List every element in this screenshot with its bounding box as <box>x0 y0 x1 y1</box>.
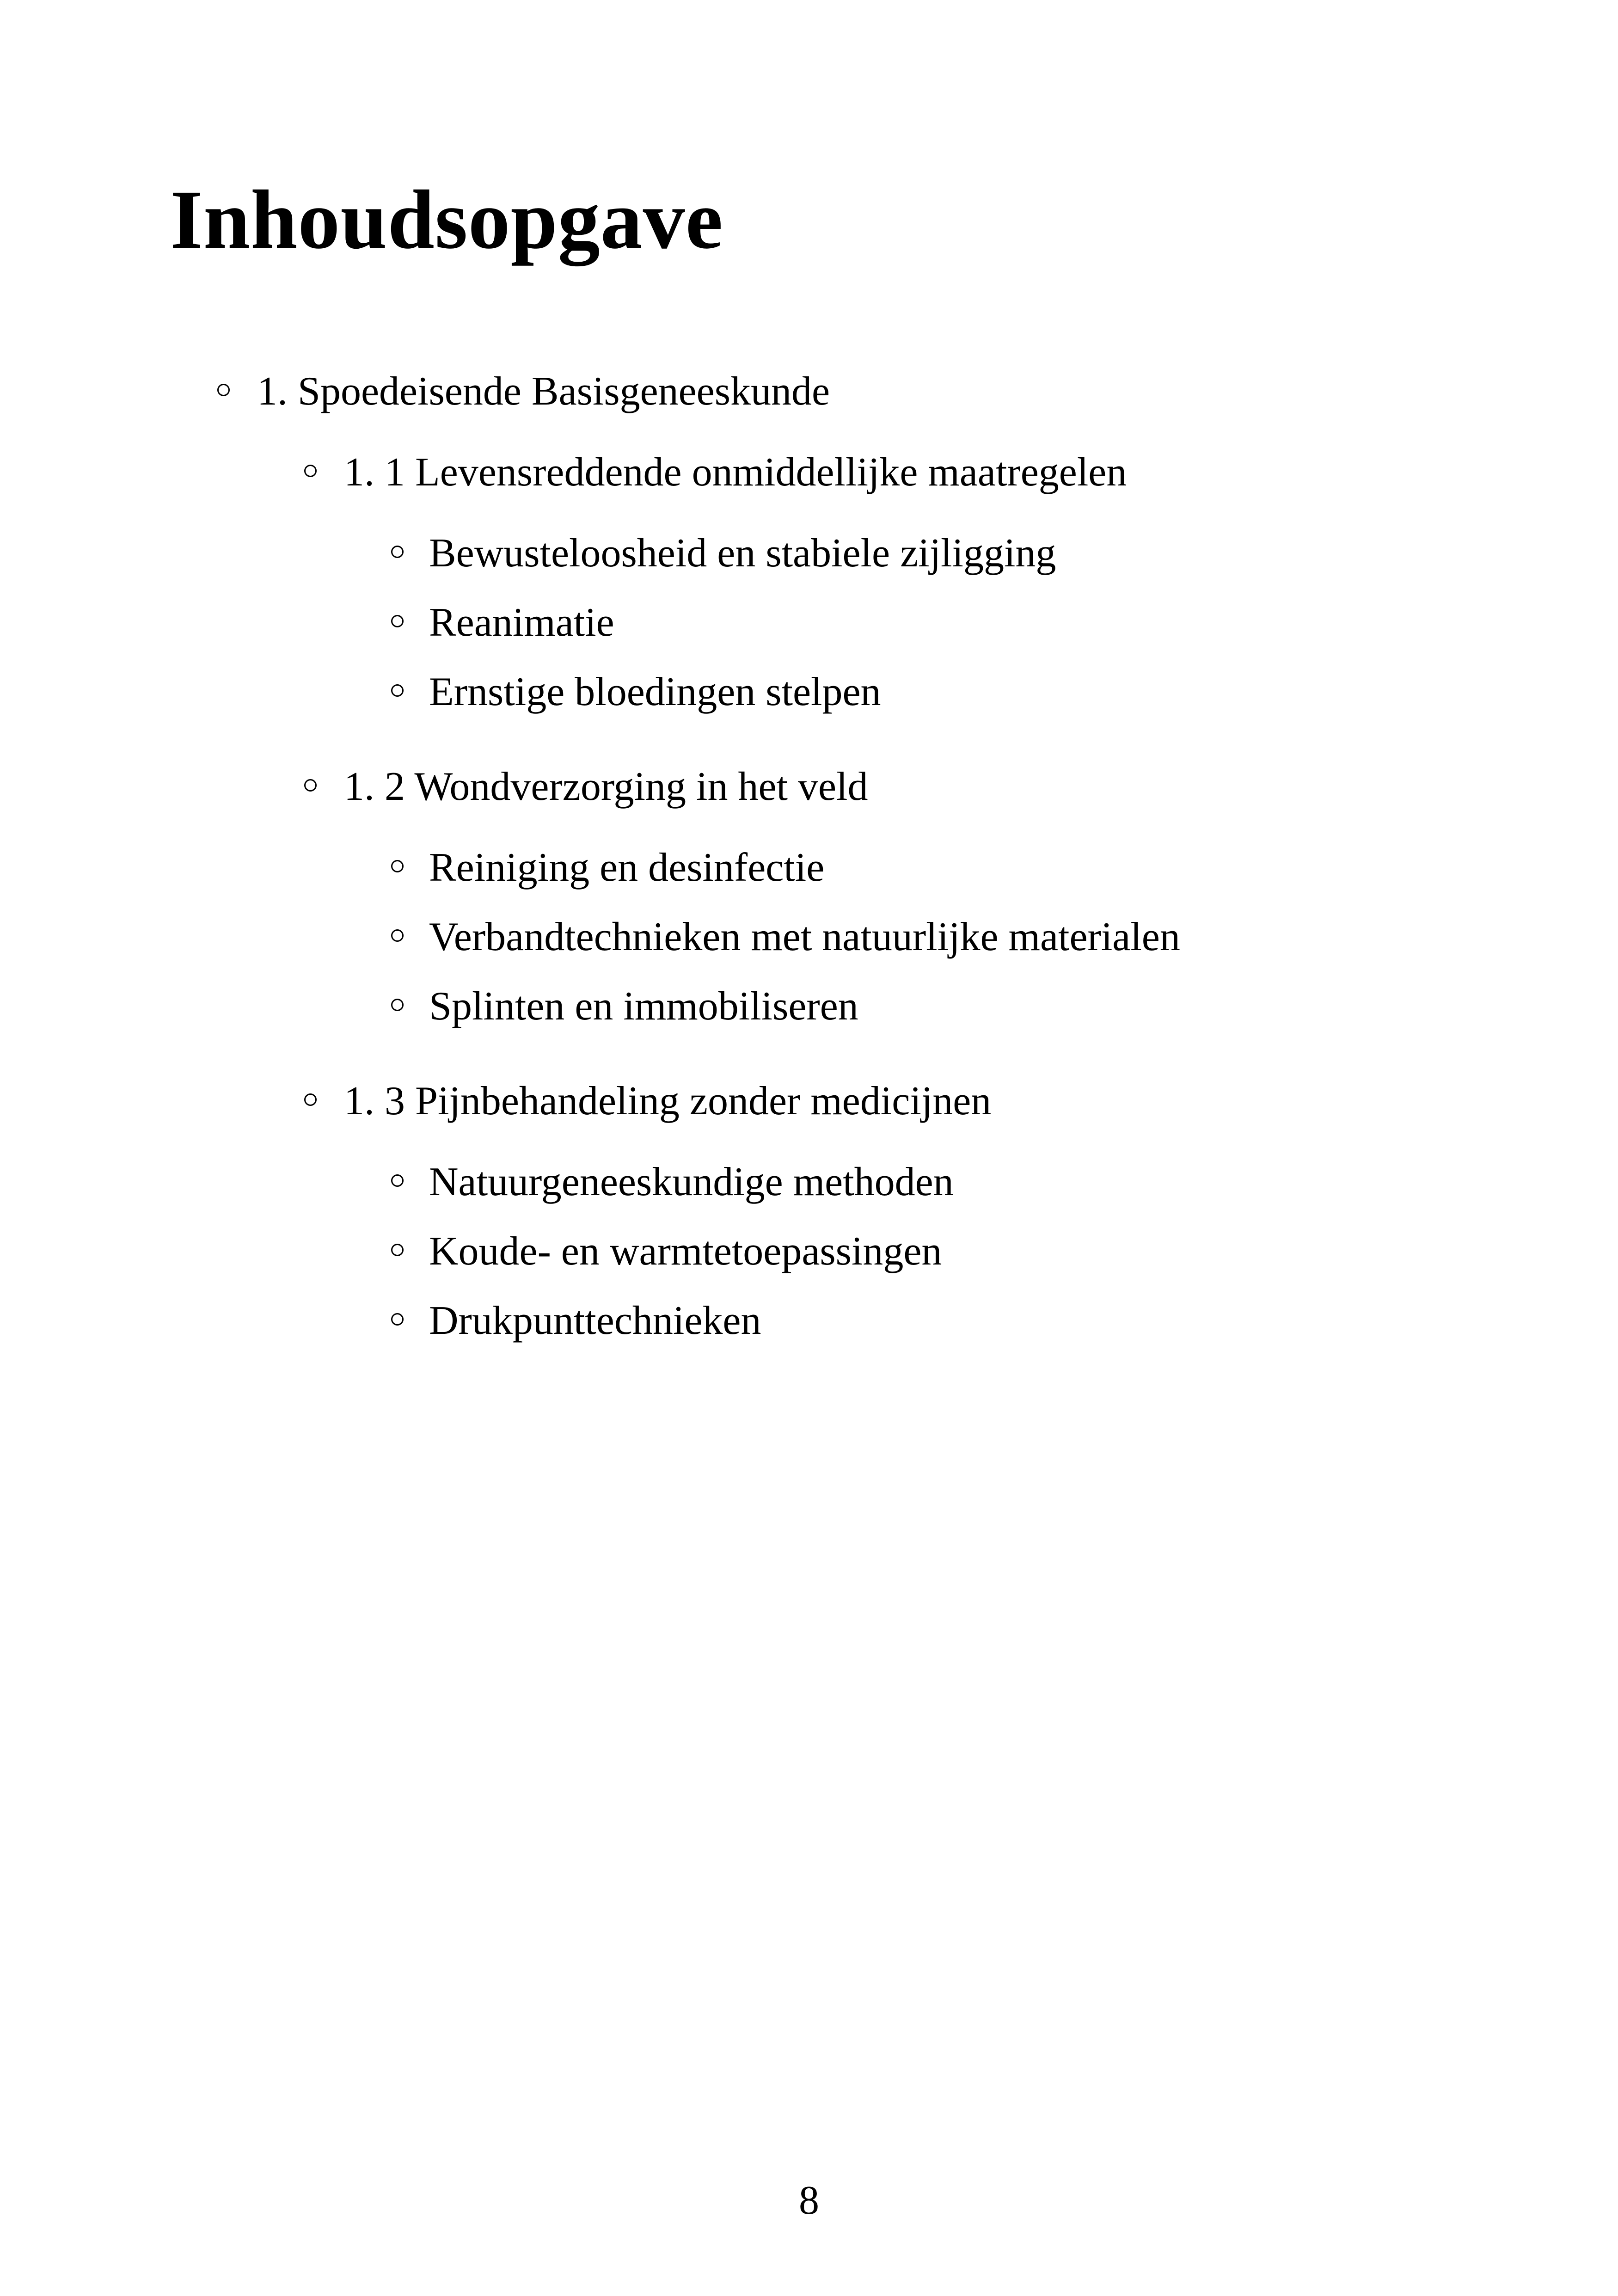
list-bullet-icon <box>391 1313 404 1326</box>
list-bullet-icon <box>391 860 404 872</box>
page-number: 8 <box>799 2178 819 2223</box>
toc-item: Koude- en warmtetoepassingen <box>429 1229 942 1274</box>
toc-item: Bewusteloosheid en stabiele zijligging <box>429 531 1056 576</box>
toc-chapter-1: 1. Spoedeisende Basisgeneeskunde <box>257 369 830 414</box>
toc-item: Natuurgeneeskundige methoden <box>429 1160 954 1204</box>
list-bullet-icon <box>391 999 404 1011</box>
toc-item: Drukpunttechnieken <box>429 1298 761 1343</box>
toc-section-1-2: 1. 2 Wondverzorging in het veld <box>344 764 868 809</box>
toc-section-1-1: 1. 1 Levensreddende onmiddellijke maatregelen <box>344 450 1127 495</box>
list-bullet-icon <box>391 929 404 942</box>
list-bullet-icon <box>304 1093 317 1106</box>
list-bullet-icon <box>391 684 404 697</box>
toc-item: Ernstige bloedingen stelpen <box>429 669 881 714</box>
list-bullet-icon <box>391 546 404 558</box>
toc-section-1-3: 1. 3 Pijnbehandeling zonder medicijnen <box>344 1079 992 1123</box>
toc-item: Verbandtechnieken met natuurlijke materialen <box>429 915 1180 959</box>
toc-item: Reiniging en desinfectie <box>429 845 825 890</box>
list-bullet-icon <box>391 615 404 627</box>
list-bullet-icon <box>304 465 317 477</box>
list-bullet-icon <box>391 1174 404 1187</box>
list-bullet-icon <box>304 779 317 792</box>
toc-item: Splinten en immobiliseren <box>429 984 858 1029</box>
toc-item: Reanimatie <box>429 600 614 645</box>
list-bullet-icon <box>217 384 230 396</box>
page-title: Inhoudsopgave <box>170 173 723 266</box>
list-bullet-icon <box>391 1244 404 1256</box>
